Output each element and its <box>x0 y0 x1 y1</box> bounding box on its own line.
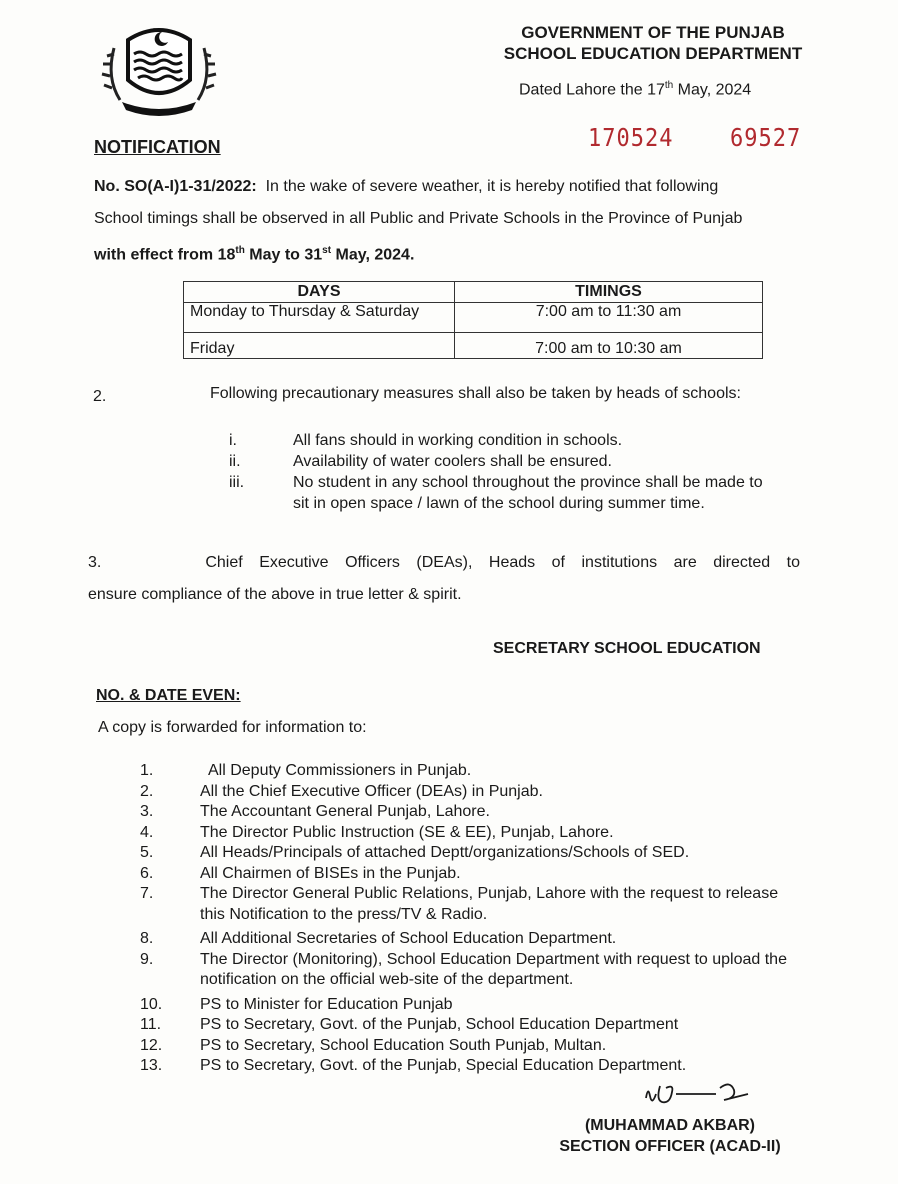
precaution-list <box>225 430 785 514</box>
list-item: 11. PS to Secretary, Govt. of the Punjab, School Education Department <box>140 1016 679 1033</box>
diary-stamp <box>588 124 801 153</box>
list-item: 5. All Heads/Principals of attached Deptt/organizations/Schools of SED. <box>140 844 690 861</box>
list-item: ii. Availability of water coolers shall be ensured. <box>229 453 612 470</box>
org-heading <box>488 22 818 64</box>
signature-icon <box>640 1076 770 1110</box>
table-cell-timing: 7:00 am to 11:30 am <box>455 303 763 333</box>
list-item: i. All fans should in working condition in schools. <box>229 432 623 449</box>
table-cell-day: Monday to Thursday & Saturday <box>184 303 455 333</box>
table-header-row <box>184 282 763 303</box>
list-item: 2. All the Chief Executive Officer (DEAs) in Punjab. <box>140 782 543 800</box>
table-row <box>184 333 763 359</box>
header-timings: TIMINGS <box>455 282 763 303</box>
notification-title: NOTIFICATION <box>94 137 221 157</box>
list-item: 6. All Chairmen of BISEs in the Punjab. <box>140 864 461 882</box>
table-row <box>184 303 763 333</box>
table-cell-day: Friday <box>184 333 455 359</box>
secretary-title: SECRETARY SCHOOL EDUCATION <box>493 640 761 657</box>
effect-dates: with effect from 18th May to 31st May, 2024. <box>94 245 415 264</box>
signatory-designation: SECTION OFFICER (ACAD-II) <box>559 1138 781 1155</box>
stamp-serial: 69527 <box>729 124 802 153</box>
signatory-name: (MUHAMMAD AKBAR) <box>584 1117 756 1134</box>
distribution-list <box>140 761 800 1077</box>
para-3-number: 3. <box>88 554 102 571</box>
list-item: 13. PS to Secretary, Govt. of the Punjab, Special Education Department. <box>140 1057 687 1074</box>
list-item: 1. All Deputy Commissioners in Punjab. <box>140 762 472 779</box>
para-2-text: Following precautionary measures shall also be taken by heads of schools: <box>210 385 741 402</box>
notification-number: No. SO(A-I)1-31/2022: <box>94 178 257 195</box>
dated-line: Dated Lahore the 17th May, 2024 <box>519 80 752 99</box>
notification-body: No. SO(A-I)1-31/2022: In the wake of severe weather, it is hereby notified that following School timings shall be observed in all Public and Private Schools in the Province of Punjab with effect from 18th May to 31st May, 2024. <box>94 171 804 271</box>
list-item: 3. The Accountant General Punjab, Lahore. <box>140 803 490 820</box>
org-line-1: GOVERNMENT OF THE PUNJAB <box>521 23 785 42</box>
org-line-2: SCHOOL EDUCATION DEPARTMENT <box>503 44 803 63</box>
list-item: 10. PS to Minister for Education Punjab <box>140 995 453 1013</box>
list-item: 8. All Additional Secretaries of School Education Department. <box>140 930 617 947</box>
header-days: DAYS <box>184 282 455 303</box>
list-item: 12. PS to Secretary, School Education South Punjab, Multan. <box>140 1036 607 1054</box>
list-item: 7. The Director General Public Relations, Punjab, Lahore with the request to release this Notification to the press/TV & Radio. <box>140 885 779 923</box>
para-2-number: 2. <box>93 388 107 405</box>
endorsement-title: NO. & DATE EVEN: <box>96 687 241 704</box>
para-3: 3. Chief Executive Officers (DEAs), Heads of institutions are directed to ensure compliance of the above in true letter & spirit. <box>88 547 800 611</box>
list-item: 4. The Director Public Instruction (SE & EE), Punjab, Lahore. <box>140 823 614 841</box>
stamp-date-code: 170524 <box>588 124 674 153</box>
timings-table <box>183 281 763 359</box>
list-item: 9. The Director (Monitoring), School Education Department with request to upload the notification on the official web-site of the department. <box>140 950 787 988</box>
list-item: iii. No student in any school throughout the province shall be made to sit in open space / lawn of the school during summer time. <box>229 474 763 512</box>
endorsement-intro: A copy is forwarded for information to: <box>98 719 367 736</box>
table-cell-timing: 7:00 am to 10:30 am <box>455 333 763 359</box>
punjab-emblem-icon <box>100 18 218 118</box>
signatory-block <box>540 1115 800 1157</box>
